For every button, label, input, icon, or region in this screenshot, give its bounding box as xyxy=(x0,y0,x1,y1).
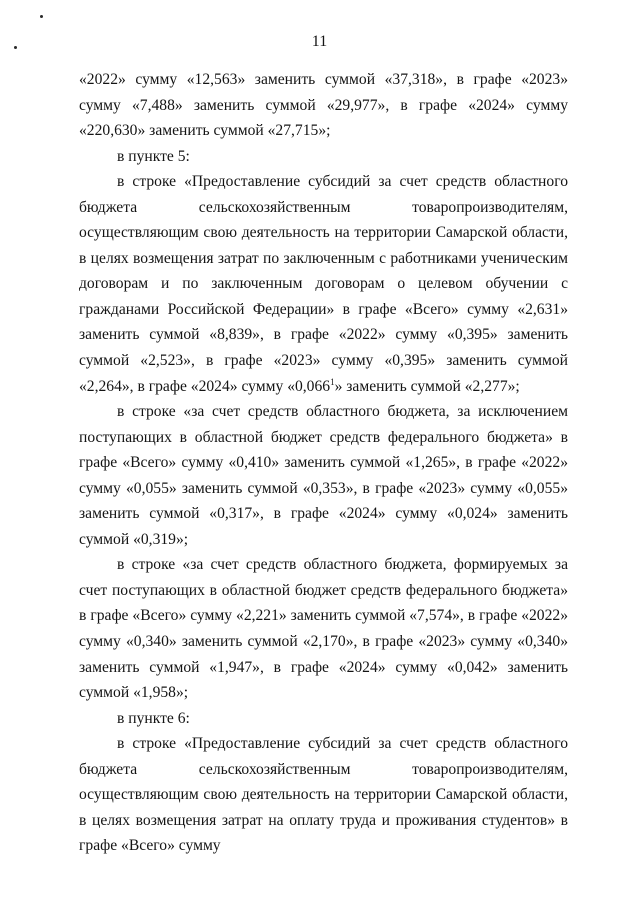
paragraph-clause-6-row-1: в строке «Предоставление субсидий за счет средств областного бюджета сельскохозяйственным товаропроизводителям, осуществляющим свою деятельность на территории Самарской области, в целях возмещения затрат на оплату труда и проживания студентов» в графе «Всего» сумму xyxy=(79,735,568,855)
page-number: 11 xyxy=(311,33,328,50)
document-body xyxy=(79,67,568,859)
scan-speck xyxy=(40,15,43,18)
paragraph-clause-5-row-1-text: в строке «Предоставление субсидий за счет средств областного бюджета сельскохозяйственным товаропроизводителям, осуществляющим свою деятельность на территории Самарской области, в целях возмещения затрат по заключенным с работниками ученическим договорам и по заключенным договорам о целевом обучении с гражданами Российской Федерации» в графе «Всего» сумму «2,631» заменить суммой «8,839», в графе «2022» сумму «0,395» заменить суммой «2,523», в графе «2023» сумму «0,395» заменить суммой «2,264», в графе «2024» сумму «0,066 xyxy=(79,173,568,395)
paragraph-clause-6-heading: в пункте 6: xyxy=(117,709,190,727)
paragraph-continuation: «2022» сумму «12,563» заменить суммой «37,318», в графе «2023» сумму «7,488» заменить суммой «29,977», в графе «2024» сумму «220,630» заменить суммой «27,715»; xyxy=(79,71,568,140)
paragraph-clause-5-row-1-tail: » заменить суммой «2,277»; xyxy=(334,377,520,395)
paragraph-clause-5-row-2: в строке «за счет средств областного бюджета, за исключением поступающих в областной бюджет средств федерального бюджета» в графе «Всего» сумму «0,410» заменить суммой «1,265», в графе «2022» сумму «0,055» заменить суммой «0,353», в графе «2023» сумму «0,055» заменить суммой «0,317», в графе «2024» сумму «0,024» заменить суммой «0,319»; xyxy=(79,403,568,548)
paragraph-clause-5-row-1 xyxy=(79,169,568,399)
footnote-superscript: 1 xyxy=(330,376,335,387)
paragraph-clause-5-heading: в пункте 5: xyxy=(117,147,190,165)
paragraph-clause-5-row-3: в строке «за счет средств областного бюджета, формируемых за счет поступающих в областной бюджет средств федерального бюджета» в графе «Всего» сумму «2,221» заменить суммой «7,574», в графе «2022» сумму «0,340» заменить суммой «2,170», в графе «2023» сумму «0,340» заменить суммой «1,947», в графе «2024» сумму «0,042» заменить суммой «1,958»; xyxy=(79,556,568,702)
